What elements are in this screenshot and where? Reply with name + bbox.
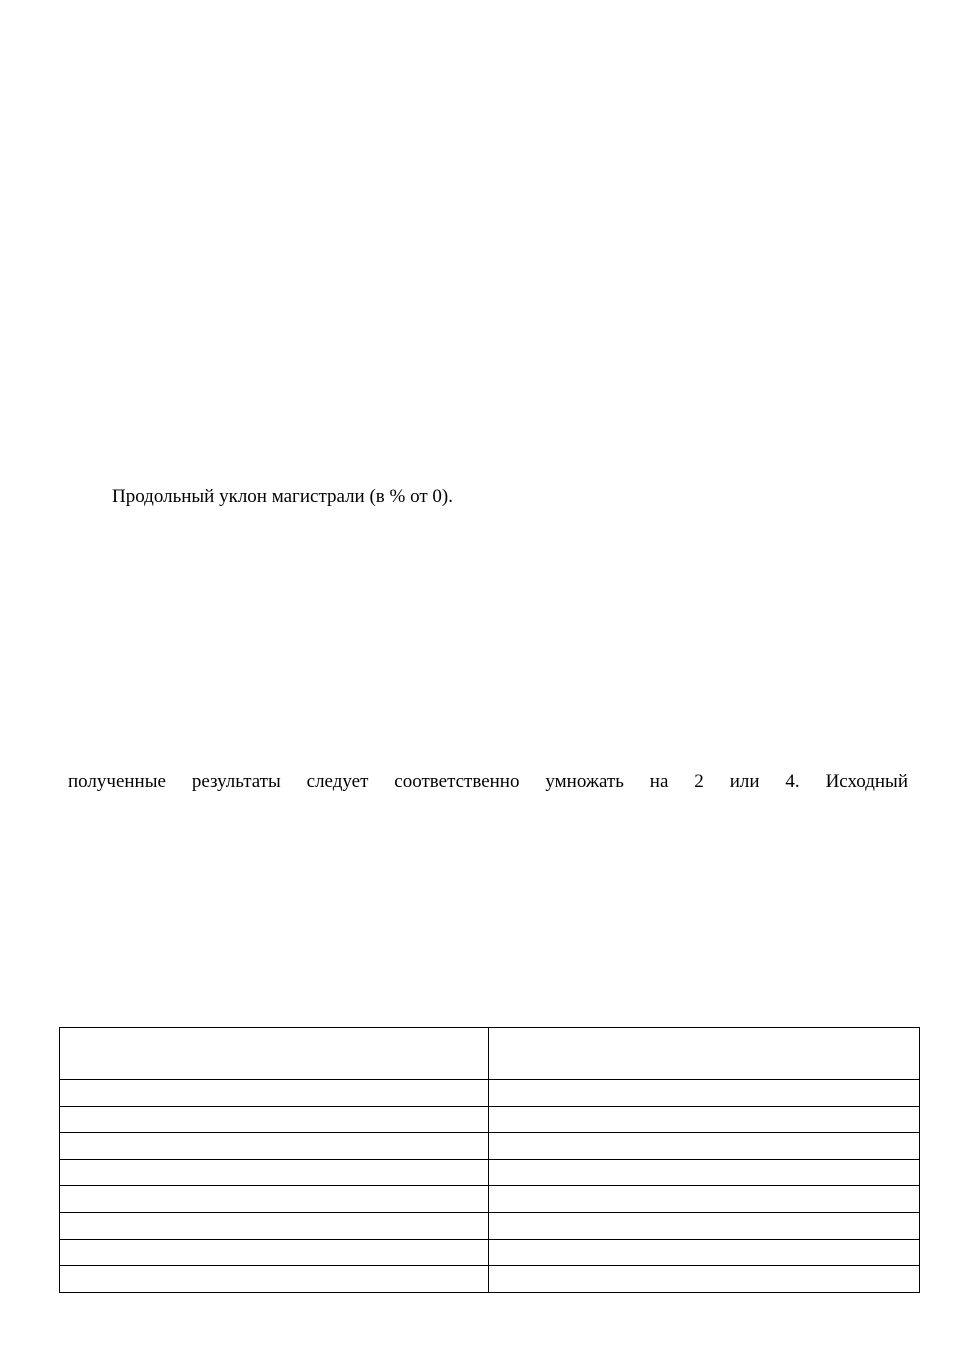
table-cell <box>489 1266 920 1293</box>
table-cell <box>60 1080 489 1107</box>
table-row <box>60 1133 920 1160</box>
table-cell <box>489 1133 920 1160</box>
table-cell <box>60 1106 489 1133</box>
table-header-cell <box>489 1028 920 1080</box>
table-cell <box>60 1133 489 1160</box>
table-cell <box>489 1212 920 1239</box>
table-cell <box>489 1239 920 1266</box>
table-cell <box>489 1159 920 1186</box>
table-cell <box>60 1212 489 1239</box>
table-cell <box>489 1080 920 1107</box>
table-row <box>60 1080 920 1107</box>
table-row <box>60 1106 920 1133</box>
table-cell <box>489 1186 920 1213</box>
table-header-row <box>60 1028 920 1080</box>
table-cell <box>60 1159 489 1186</box>
paragraph-slope: Продольный уклон магистрали (в % от 0). <box>112 486 453 507</box>
table-row <box>60 1186 920 1213</box>
table-cell <box>489 1106 920 1133</box>
paragraph-results: полученные результаты следует соответственно умножать на 2 или 4. Исходный <box>68 771 908 792</box>
table-row <box>60 1239 920 1266</box>
table-row <box>60 1212 920 1239</box>
table-row <box>60 1159 920 1186</box>
table-row <box>60 1266 920 1293</box>
data-table <box>59 1027 920 1293</box>
table-header-cell <box>60 1028 489 1080</box>
table-cell <box>60 1186 489 1213</box>
table-cell <box>60 1239 489 1266</box>
table-cell <box>60 1266 489 1293</box>
